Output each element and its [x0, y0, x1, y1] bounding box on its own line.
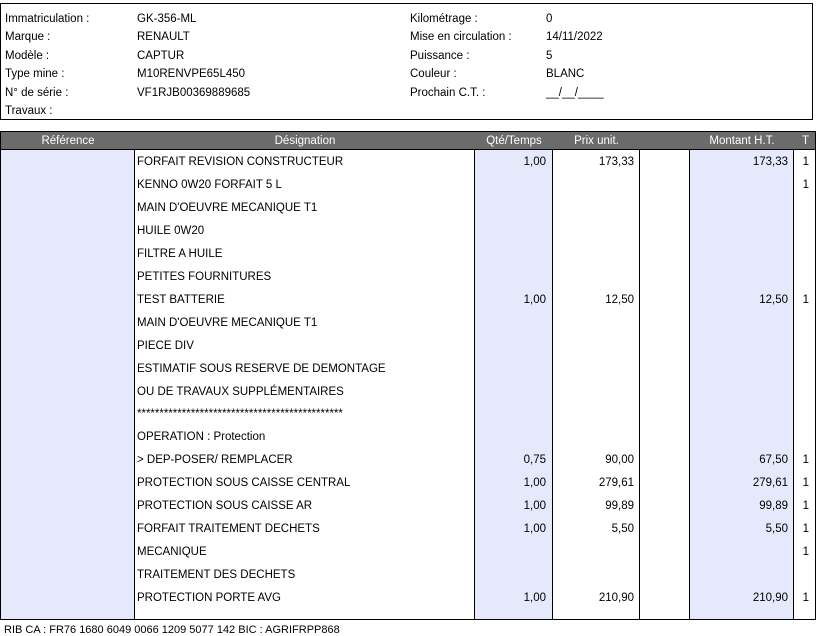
row-designation: OPERATION : Protection [137, 431, 266, 444]
row-qty: 1,00 [523, 477, 546, 490]
vehicle-label: Puissance : [410, 49, 470, 62]
row-designation: PROTECTION SOUS CAISSE AR [137, 500, 313, 513]
header-reference: Référence [41, 135, 95, 147]
blank-column [639, 131, 689, 620]
bank-details: RIB CA : FR76 1680 6049 0066 1209 5077 142 BIC : AGRIFRPP868 [4, 624, 340, 636]
header-designation: Désignation [274, 135, 336, 147]
row-amount: 173,33 [752, 156, 788, 168]
row-designation: PROTECTION SOUS CAISSE CENTRAL [137, 477, 351, 490]
row-unit-price: 5,50 [611, 523, 634, 536]
row-amount: 99,89 [759, 500, 788, 513]
row-designation: MECANIQUE [137, 546, 207, 559]
vehicle-label: Immatriculation : [5, 13, 90, 25]
row-designation: ESTIMATIF SOUS RESERVE DE DEMONTAGE [137, 362, 386, 375]
vehicle-label: N° de série : [5, 86, 69, 99]
vehicle-value: CAPTUR [137, 49, 185, 62]
row-tva: 1 [802, 592, 809, 605]
amount-column [689, 131, 793, 620]
row-unit-price: 12,50 [605, 293, 634, 306]
vehicle-value: 0 [546, 13, 553, 25]
vehicle-value: M10RENVPE65L450 [137, 68, 246, 81]
row-designation: TEST BATTERIE [137, 293, 225, 306]
row-unit-price: 210,90 [598, 592, 634, 605]
row-qty: 1,00 [523, 592, 546, 605]
qty-column [474, 131, 552, 620]
row-tva: 1 [802, 454, 809, 467]
vehicle-value: GK-356-ML [137, 13, 197, 25]
row-designation: MAIN D'OEUVRE MECANIQUE T1 [137, 316, 318, 329]
row-qty: 1,00 [523, 523, 546, 536]
row-designation: FORFAIT TRAITEMENT DECHETS [137, 523, 320, 536]
row-tva: 1 [802, 546, 809, 559]
table-bottom-border [0, 619, 816, 620]
vehicle-label: Couleur : [410, 68, 457, 81]
row-designation: OU DE TRAVAUX SUPPLÉMENTAIRES [137, 385, 344, 398]
row-designation: PIECE DIV [137, 339, 194, 352]
header-amount: Montant H.T. [709, 135, 775, 147]
row-tva: 1 [802, 477, 809, 490]
row-designation: PROTECTION PORTE AVG [137, 592, 281, 605]
invoice-table [0, 131, 816, 620]
row-qty: 1,00 [523, 156, 546, 168]
vehicle-label: Mise en circulation : [410, 31, 512, 44]
vehicle-value: VF1RJB00369889685 [137, 86, 251, 99]
vehicle-label: Kilométrage : [410, 13, 478, 25]
row-designation: KENNO 0W20 FORFAIT 5 L [137, 178, 282, 191]
row-tva: 1 [802, 500, 809, 513]
row-tva: 1 [802, 178, 809, 191]
row-designation: TRAITEMENT DES DECHETS [137, 569, 296, 582]
unit-price-column [552, 131, 639, 620]
header-unit-price: Prix unit. [574, 135, 619, 147]
vehicle-label: Type mine : [5, 68, 65, 81]
header-qty: Qté/Temps [486, 135, 542, 147]
row-amount: 12,50 [759, 293, 788, 306]
vehicle-label: Modèle : [5, 49, 50, 62]
row-tva: 1 [802, 523, 809, 536]
header-tva: T [801, 135, 810, 147]
row-amount: 279,61 [752, 477, 788, 490]
vehicle-value: RENAULT [137, 31, 190, 44]
row-designation: FORFAIT REVISION CONSTRUCTEUR [137, 156, 344, 168]
row-designation: FILTRE A HUILE [137, 247, 223, 260]
row-qty: 1,00 [523, 500, 546, 513]
row-qty: 0,75 [523, 454, 546, 467]
vehicle-value: 5 [546, 49, 553, 62]
vehicle-value: __/__/____ [546, 86, 604, 99]
vehicle-label: Marque : [5, 31, 51, 44]
row-designation: > DEP-POSER/ REMPLACER [137, 454, 293, 467]
row-qty: 1,00 [523, 293, 546, 306]
table-header [0, 131, 816, 150]
vehicle-label: Prochain C.T. : [410, 86, 486, 99]
row-designation: MAIN D'OEUVRE MECANIQUE T1 [137, 201, 318, 214]
row-designation: ********************************************** [137, 408, 343, 421]
row-tva: 1 [802, 156, 809, 168]
row-unit-price: 90,00 [605, 454, 634, 467]
row-designation: HUILE 0W20 [137, 224, 205, 237]
vehicle-value: 14/11/2022 [546, 31, 603, 44]
row-amount: 210,90 [752, 592, 788, 605]
vehicle-value: BLANC [546, 68, 585, 81]
row-unit-price: 173,33 [598, 156, 634, 168]
row-designation: PETITES FOURNITURES [137, 270, 272, 283]
row-tva: 1 [802, 293, 809, 306]
vehicle-label: Travaux : [5, 105, 53, 117]
reference-column [0, 131, 134, 620]
row-unit-price: 279,61 [598, 477, 634, 490]
vehicle-info-box [0, 3, 813, 120]
row-unit-price: 99,89 [605, 500, 634, 513]
row-amount: 67,50 [759, 454, 788, 467]
row-amount: 5,50 [765, 523, 788, 536]
